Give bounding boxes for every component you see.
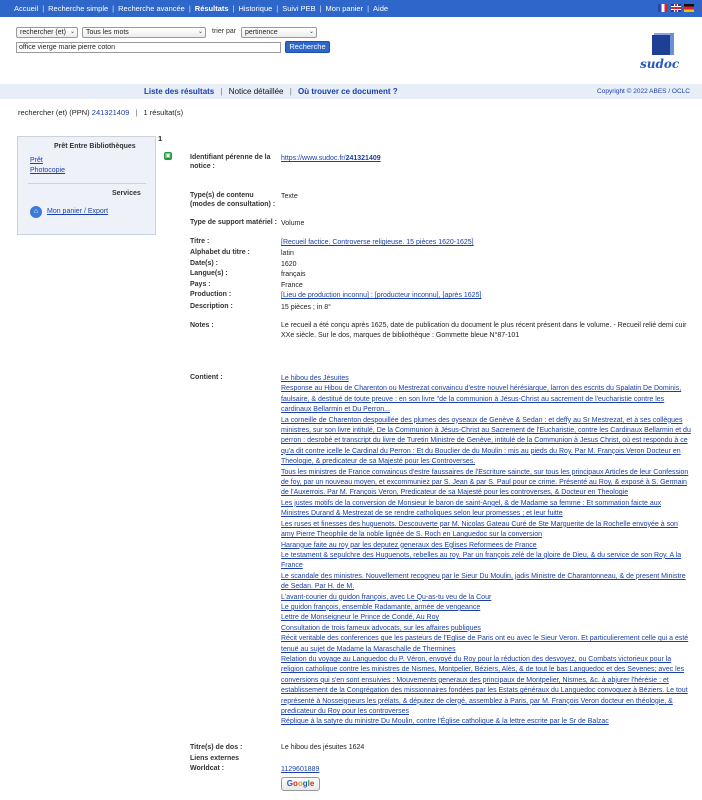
title-value: [281, 238, 691, 248]
contents-label: Contient :: [190, 374, 223, 381]
language-flags: [658, 4, 694, 12]
support-value: Volume: [281, 220, 305, 227]
languages-value: français: [281, 271, 306, 278]
alphabet-label: Alphabet du titre :: [190, 249, 250, 256]
worldcat-link[interactable]: 1129601889: [281, 766, 320, 773]
result-summary: [18, 108, 183, 117]
languages-label: Langue(s) :: [190, 270, 228, 277]
perennial-url-ppn: 241321409: [345, 155, 381, 162]
sort-label: trier par: [212, 28, 237, 35]
french-flag-icon[interactable]: [658, 4, 668, 12]
sudoc-logo-text: sudoc: [640, 57, 680, 71]
dates-label: Date(s) :: [190, 260, 219, 267]
nav-separator: |: [367, 4, 370, 13]
nav-mon-panier[interactable]: Mon panier: [325, 4, 364, 13]
alphabet-value: latin: [281, 250, 294, 257]
notes-value: Le recueil a été conçu après 1625, date de publication du document le plus récent présent dans le volume. - Recueil relié demi cuir XXe siècle. Sur le dos, marques de bibliothèque : Gommette bleue N°87-101: [281, 322, 687, 340]
google-books-button[interactable]: Google: [281, 777, 320, 791]
contents-item[interactable]: L'avant-courier du guidon françois, avec Le Qu-as-tu veu de la Cour: [281, 593, 492, 601]
search-button[interactable]: Recherche: [285, 41, 330, 53]
peb-title: Prêt Entre Bibliothèques: [54, 143, 136, 150]
production-label: Production :: [190, 291, 232, 298]
copyright-text: Copyright © 2022 ABES / OCLC: [597, 88, 690, 95]
contents-item[interactable]: Le testament & sepulchre des Huguenots, rebelles au roy. Par un françois zelé de la gloire de Dieu, & du service de son Roy. A la France: [281, 551, 682, 570]
parts-title-value: Le hibou des jésuites 1624: [281, 744, 365, 751]
search-area: [0, 17, 702, 84]
result-number: 1: [158, 134, 163, 143]
contents-item[interactable]: Récit veritable des conferences que les pasteurs de l'Eglise de Paris ont eu avec le Sieur Veron. Et particulierement celle qui a esté tenuë au sujet de Madame la Maraschalle de Thermines: [281, 635, 689, 653]
words-mode-select[interactable]: [82, 27, 206, 38]
country-value: France: [281, 282, 303, 289]
dates-value: 1620: [281, 261, 297, 268]
search-field-select-value: rechercher (et): [20, 29, 66, 36]
cart-export-link[interactable]: Mon panier / Export: [47, 208, 109, 215]
sudoc-logo-icon[interactable]: [636, 25, 692, 81]
nav-recherche-simple[interactable]: Recherche simple: [48, 4, 109, 13]
tab-results-list[interactable]: Liste des résultats: [144, 87, 215, 96]
german-flag-icon[interactable]: [684, 4, 694, 12]
peb-link-pret[interactable]: Prêt: [30, 157, 43, 164]
words-mode-select-value: Tous les mots: [86, 29, 129, 36]
nav-suivi-peb[interactable]: Suivi PEB: [282, 4, 316, 13]
contents-item[interactable]: Le guidon françois, ensemble Radamante, armée de vengeance: [281, 603, 481, 611]
perennial-url-link[interactable]: [281, 155, 381, 162]
search-input[interactable]: office vierge marie pierre coton: [16, 42, 281, 53]
top-navigation-bar: [0, 0, 702, 17]
parts-title-label: Titre(s) de dos :: [190, 744, 243, 751]
contents-item[interactable]: Harangue faite au roy par les deputez generaux des Eglises Reformees de France: [281, 541, 537, 549]
contents-item[interactable]: Le scandale des ministres. Nouvellement recogneu par le Sieur Du Moulin, jadis Ministre de Charantonneau, & de present Ministre de Sedan. Par H. de M.: [281, 572, 686, 591]
notes-label: Notes :: [190, 322, 214, 329]
chevron-down-icon: ⌄: [197, 29, 203, 35]
contents-item[interactable]: Response au Hibou de Charenton ou Mestrezat convaincu d'estre nouvel hérésiarque, larron des escrits du Spalatin De Dominis, faulsaire, & destitué de toute preuve : en son livre "de la communion à Jésus-Christ au sacrement de l'eucharistie contre les cardinaux Bellarmin et Du Perron...: [281, 385, 682, 414]
tab-separator: |: [220, 87, 223, 96]
english-flag-icon[interactable]: [671, 4, 681, 12]
sort-select-value: pertinence: [245, 29, 278, 36]
nav-resultats[interactable]: Résultats: [194, 4, 229, 13]
nav-separator: |: [42, 4, 45, 13]
contents-item[interactable]: Réplique à la satyre du ministre Du Moulin, contre l'Église catholique & la lettre escrite par le Sr de Balzac: [281, 718, 609, 726]
nav-separator: |: [112, 4, 115, 13]
perennial-url-prefix: https://www.sudoc.fr/: [281, 155, 346, 162]
worldcat-label: Worldcat :: [190, 765, 225, 772]
perennial-label: Identifiant pérenne de la notice :: [190, 154, 271, 170]
contents-item[interactable]: Lettre de Monseigneur le Prince de Condé, Au Roy: [281, 614, 439, 622]
record-subnav: [0, 84, 702, 99]
nav-separator: |: [188, 4, 191, 13]
contents-item[interactable]: Le hibou des Jésuites: [281, 375, 349, 382]
peb-link-photocopie[interactable]: Photocopie: [30, 167, 66, 174]
description-label: Description :: [190, 303, 233, 310]
chevron-down-icon: ⌄: [308, 29, 314, 35]
chevron-down-icon: ⌄: [69, 29, 75, 35]
description-value: 15 pièces ; in 8°: [281, 304, 331, 311]
record-status-icon: ▣: [165, 153, 171, 159]
nav-separator: |: [319, 4, 322, 13]
search-field-select[interactable]: [16, 27, 78, 38]
tab-separator: |: [289, 87, 292, 96]
nav-accueil[interactable]: Accueil: [14, 4, 39, 13]
contents-item[interactable]: Tous les ministres de France convaincus d'estre faussaires de l'Escriture saincte, sur tous les principaux Articles de leur Confession de foy, par un nouveau moyen, et excommuniez par S. Jean & par S. Paul pour ce crime. Présenté au Roy, & exposé à S. Germain de l'Auxerrois. Par M. François Veron, Predicateur de sa Majesté pour les controverses, & Docteur en Theologie: [281, 468, 689, 497]
nav-aide[interactable]: Aide: [373, 4, 389, 13]
contents-list: [281, 374, 691, 728]
contents-item[interactable]: Les justes motifs de la conversion de Monsieur le baron de saint-Angel, & de Madame sa femme : Et sommation faicte aux Ministres Durand & Mestrezat de se rendre catholiques selon leur promesses ; et leur fuitte: [281, 499, 662, 518]
production-value: [281, 291, 691, 301]
production-link[interactable]: [Lieu de production inconnu] : [producteur inconnu], [après 1625]: [281, 292, 482, 299]
result-ppn: 241321409: [91, 108, 130, 117]
result-separator: |: [135, 108, 138, 117]
worldcat-value: [281, 765, 691, 775]
contents-item[interactable]: Relation du voyage au Languedoc du P. Véron, envoyé du Roy pour la réduction des desvoyez, ou Combats victorieux pour la religion catholique contre les ministres de Nismes, Montpelier, Béziers, Alès, & de tout le bas Languedoc et des Sevenes; avec les conversions qui s'en sont ensuivies : Mouvements generaux des principaux de Montpelier, Nismes, &c. à abjurer l'hérésie : et establissement de la Congrégation des missionnaires fondées par les Estats généraux du Languedoc convoquez à Béziers. Le tout représenté à Nosseigneurs les prélats, & députez de clergé, assemblez à Paris, par M. François Veron docteur en théologie, & predicateur du Roy pour les controverses: [281, 655, 688, 715]
contents-item[interactable]: La corneille de Charenton despouillée des plumes des oyseaux de Genève & Sedan : et deffy au Sr Mestrezat, et à ses collègues ministres, sur son livre intitulé, De la Communion à Jésus-Christ au Sacrement de l'Eucharistie, contre les Cardinaux Bellarmin et du perron : desrobé et transcript du livre de Turetin Ministre de Genève, intitulé de la Communion à Jesus Christ, où est respondu à ce qu'a dit contre icelle le Cardinal du Perron : Et du Bouclier de du Moulin : mis au pieds du Roy. Par M. François Veron Docteur en Theologie, & predicateur de sa Majesté pour les Controverses.: [281, 416, 691, 466]
result-query-prefix: rechercher (et) (PPN): [18, 108, 90, 117]
nav-historique[interactable]: Historique: [238, 4, 273, 13]
contents-item[interactable]: Consultation de trois fameux advocats, sur les affaires publiques: [281, 624, 481, 632]
content-type-value: Texte: [281, 193, 298, 200]
tab-where-to-find[interactable]: Où trouver ce document ?: [298, 87, 398, 96]
title-link[interactable]: [Recueil factice. Controverse religieuse. 15 pièces 1620-1625]: [281, 239, 474, 246]
content-type-label: Type(s) de contenu (modes de consultation) :: [190, 192, 276, 208]
title-label: Titre :: [190, 238, 210, 245]
sidebar-services: [17, 136, 156, 235]
contents-item[interactable]: Les ruses et finesses des huguenots. Descouverte par M. Nicolas Gateau Curé de Ste Marguerite de la Rochelle envoyée à son amy Pierre Theophile de la noble lignée de S. Roch en Languedoc sur la conversion: [281, 520, 678, 539]
sidebar-divider: [28, 183, 146, 184]
cart-icon[interactable]: ⌂: [30, 206, 42, 218]
country-label: Pays :: [190, 281, 211, 288]
external-links-label: Liens externes: [190, 755, 240, 762]
nav-separator: |: [276, 4, 279, 13]
nav-separator: |: [232, 4, 235, 13]
services-title: Services: [112, 190, 141, 197]
nav-recherche-avancee[interactable]: Recherche avancée: [118, 4, 185, 13]
sort-select[interactable]: [241, 27, 317, 38]
support-label: Type de support matériel :: [190, 219, 277, 226]
result-count: 1 résultat(s): [143, 108, 184, 117]
tab-detailed-record[interactable]: Notice détaillée: [228, 87, 284, 96]
perennial-value: [281, 154, 691, 164]
